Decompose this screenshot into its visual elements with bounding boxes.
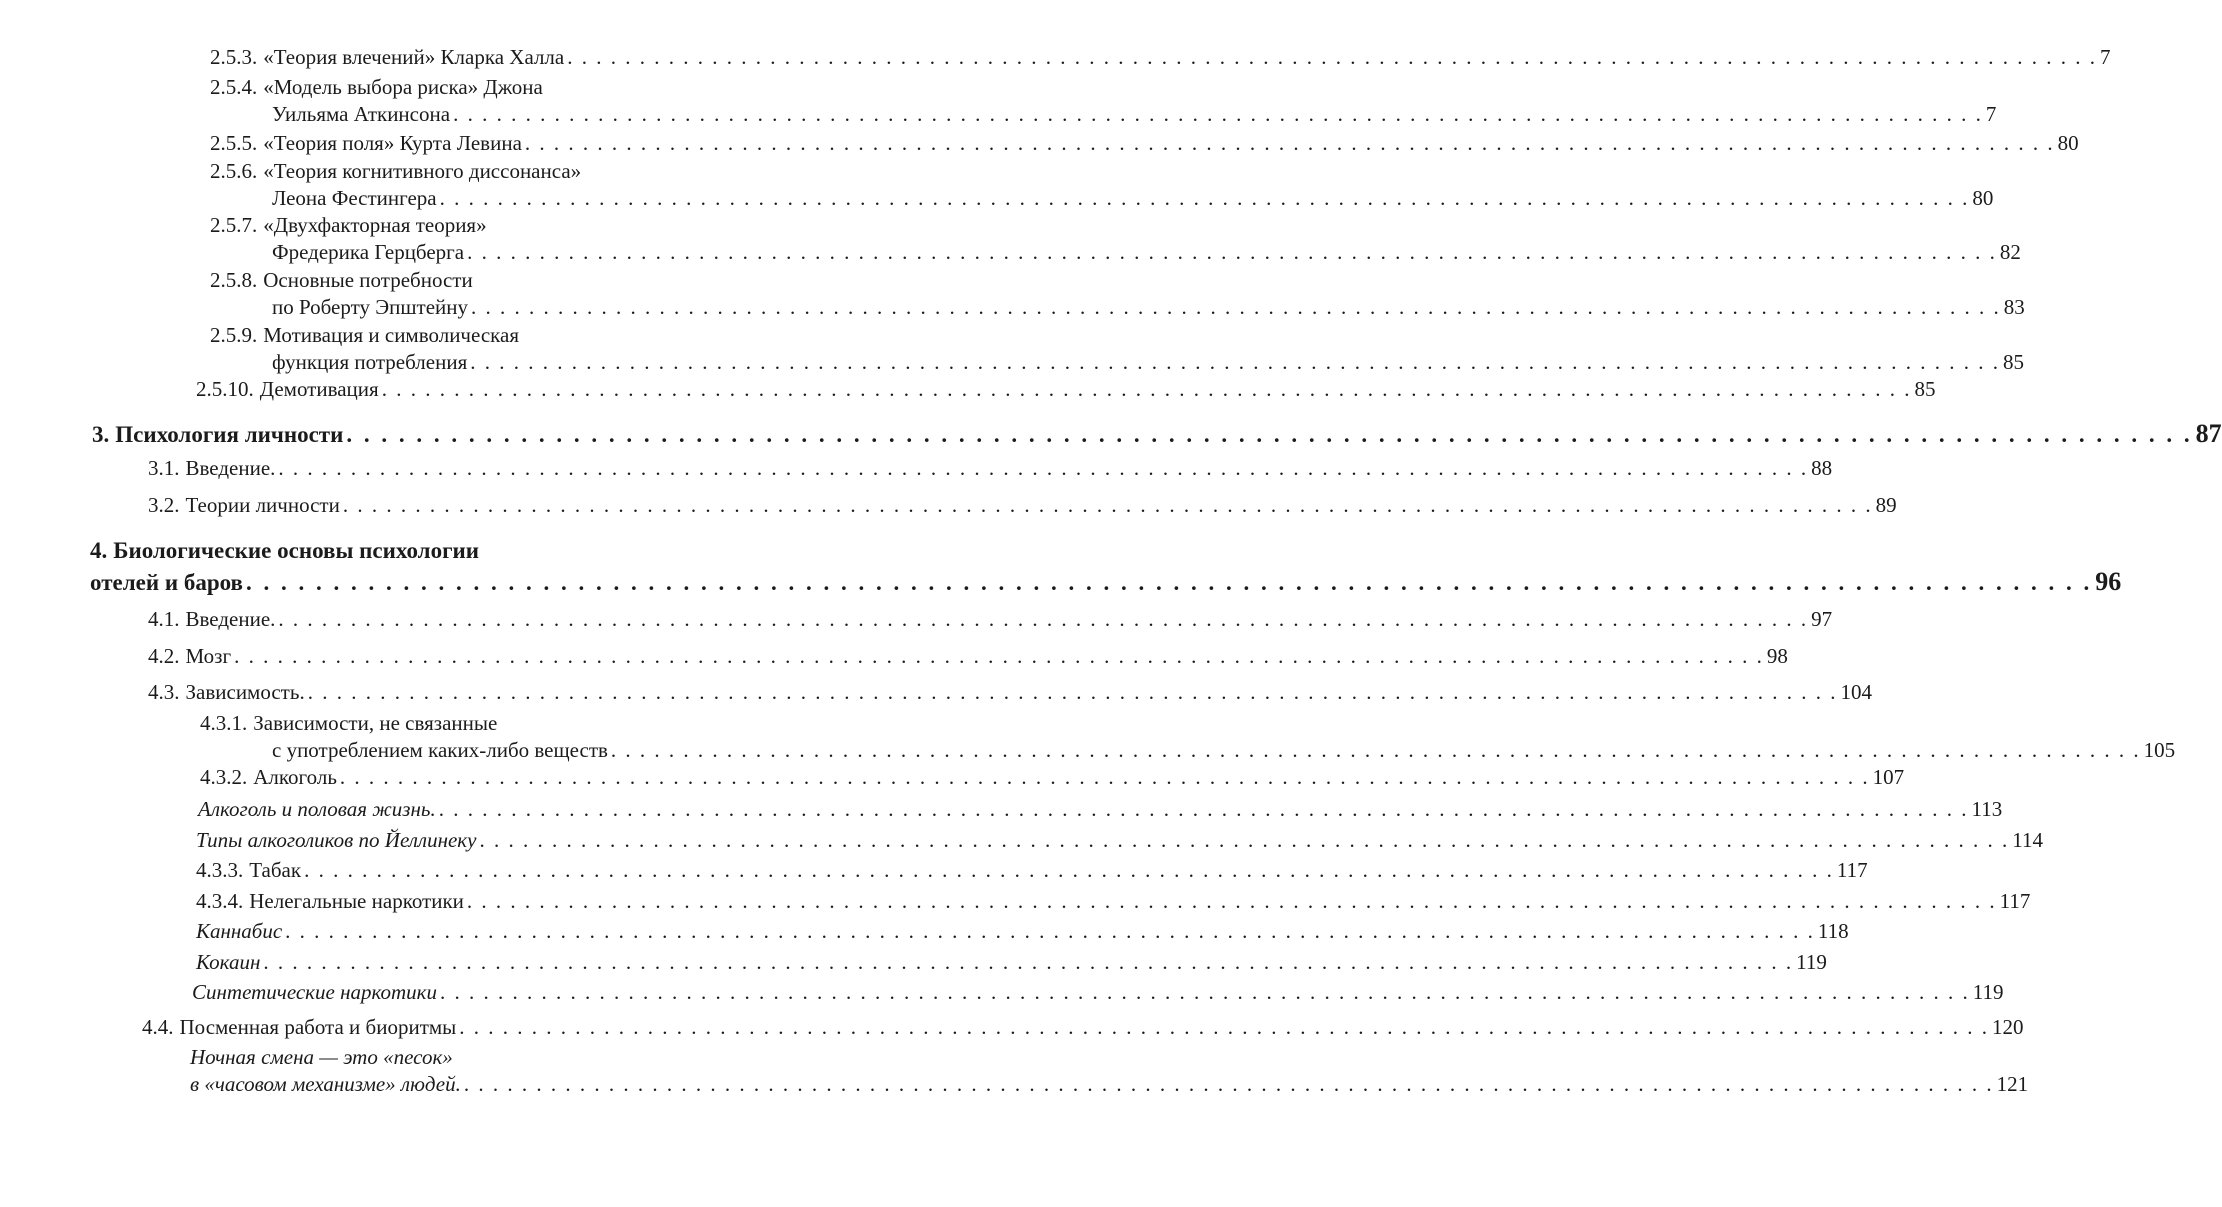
toc-entry[interactable] <box>148 606 1833 633</box>
toc-entry-title: Мотивация и символическая <box>263 323 520 347</box>
toc-entry-title: «Двухфакторная теория» <box>263 213 487 237</box>
dot-leader <box>382 376 1912 403</box>
toc-entry-page: 107 <box>1872 765 1905 789</box>
toc-entry-page: 96 <box>2095 567 2122 596</box>
toc-entry-title: Основные потребности <box>263 268 473 292</box>
dot-leader <box>467 239 1997 266</box>
toc-entry-title-continuation: отелей и баров <box>90 570 243 595</box>
toc-chapter-entry[interactable] <box>92 419 2222 448</box>
dot-leader <box>470 349 2000 376</box>
toc-entry-title: Психология личности <box>115 422 344 447</box>
toc-entry[interactable] <box>196 949 1827 976</box>
toc-entry-title: «Теория влечений» Кларка Халла <box>263 45 565 69</box>
toc-entry-page: 98 <box>1766 644 1788 668</box>
toc-entry[interactable] <box>200 710 2176 764</box>
toc-entry[interactable] <box>196 888 2031 915</box>
toc-entry-number: 2.5.10. <box>196 377 254 401</box>
toc-entry[interactable] <box>196 827 2043 854</box>
dot-leader <box>278 455 1808 482</box>
dot-leader <box>304 857 1834 884</box>
toc-entry-title-continuation: в «часовом механизме» людей. <box>190 1072 461 1096</box>
toc-entry-page: 113 <box>1971 797 2003 821</box>
toc-entry-number: 4.3.3. <box>196 858 244 882</box>
toc-entry-page: 89 <box>1875 493 1897 517</box>
toc-entry[interactable] <box>210 74 1997 128</box>
toc-entry[interactable] <box>196 918 1849 945</box>
toc-entry-title: Зависимости, не связанные <box>253 711 498 735</box>
toc-entry-title: Нелегальные наркотики <box>249 889 464 913</box>
toc-entry-title: Введение. <box>185 456 276 480</box>
toc-entry-title-continuation: Леона Фестингера <box>272 186 437 210</box>
dot-leader <box>278 606 1808 633</box>
toc-entry-page: 83 <box>2003 295 2025 319</box>
toc-entry-number: 4.3.4. <box>196 889 244 913</box>
toc-entry[interactable] <box>210 267 2025 321</box>
toc-entry-title: «Теория когнитивного диссонанса» <box>263 159 582 183</box>
toc-entry-page: 88 <box>1811 456 1833 480</box>
toc-entry-title-continuation: Уильяма Аткинсона <box>272 102 451 126</box>
toc-entry[interactable] <box>210 44 2111 71</box>
toc-entry-title: Кокаин <box>196 950 261 974</box>
toc-entry-title-continuation: Фредерика Герцберга <box>272 240 465 264</box>
toc-entry-page: 87 <box>2195 419 2222 448</box>
toc-entry-title: Биологические основы психологии <box>113 538 480 563</box>
toc-entry-page: 114 <box>2012 828 2043 852</box>
toc-entry[interactable] <box>148 492 1897 519</box>
toc-chapter-entry[interactable] <box>90 537 2122 596</box>
dot-leader <box>440 185 1970 212</box>
dot-leader <box>464 1071 1994 1098</box>
toc-entry-number: 3. <box>92 422 110 447</box>
toc-entry-title: Теории личности <box>185 493 340 517</box>
toc-entry-number: 2.5.4. <box>210 75 258 99</box>
dot-leader <box>525 130 2055 157</box>
toc-entry-number: 2.5.3. <box>210 45 258 69</box>
toc-entry-number: 2.5.6. <box>210 159 258 183</box>
toc-entry-number: 2.5.8. <box>210 268 258 292</box>
toc-entry-title: Алкоголь <box>253 765 337 789</box>
toc-entry-number: 4.4. <box>142 1015 174 1039</box>
dot-leader <box>567 44 2097 71</box>
toc-entry-title-continuation: по Роберту Эпштейну <box>272 295 468 319</box>
toc-entry-page: 80 <box>2057 131 2079 155</box>
toc-entry-title: Типы алкоголиков по Йеллинеку <box>196 828 477 852</box>
toc-entry-page: 117 <box>1836 858 1868 882</box>
toc-entry-page: 118 <box>1817 919 1849 943</box>
toc-entry[interactable] <box>148 455 1833 482</box>
toc-entry-page: 85 <box>2002 350 2024 374</box>
toc-entry-number: 4.1. <box>148 607 180 631</box>
toc-entry-page: 105 <box>2143 738 2176 762</box>
toc-entry[interactable] <box>200 764 1905 791</box>
toc-entry-title-continuation: функция потребления <box>272 350 468 374</box>
toc-entry-page: 97 <box>1811 607 1833 631</box>
toc-entry-title: «Теория поля» Курта Левина <box>263 131 522 155</box>
toc-entry-number: 4.3.2. <box>200 765 248 789</box>
toc-entry-title: Ночная смена — это «песок» <box>190 1045 453 1069</box>
dot-leader <box>263 949 1793 976</box>
toc-entry[interactable] <box>198 796 2003 823</box>
dot-leader <box>453 101 1983 128</box>
toc-entry-number: 4. <box>90 538 108 563</box>
toc-entry-page: 119 <box>1972 980 2004 1004</box>
dot-leader <box>440 979 1970 1006</box>
toc-entry-title: Алкоголь и половая жизнь. <box>198 797 436 821</box>
toc-entry-page: 120 <box>1992 1015 2024 1039</box>
toc-entry-page: 121 <box>1996 1072 2029 1096</box>
toc-entry-number: 2.5.9. <box>210 323 258 347</box>
toc-entry-title: Мозг <box>185 644 232 668</box>
toc-entry-page: 7 <box>2099 45 2111 69</box>
dot-leader <box>234 643 1764 670</box>
toc-entry-title: Каннабис <box>196 919 283 943</box>
toc-entry-title: Введение. <box>185 607 276 631</box>
toc-entry-title: «Модель выбора риска» Джона <box>263 75 543 99</box>
toc-entry-number: 3.2. <box>148 493 180 517</box>
toc-entry-title: Зависимость. <box>185 680 305 704</box>
toc-entry[interactable] <box>210 212 2021 266</box>
toc-entry[interactable] <box>210 158 1994 212</box>
toc-entry[interactable] <box>148 643 1788 670</box>
toc-entry-page: 85 <box>1914 377 1936 401</box>
toc-entry-number: 4.3. <box>148 680 180 704</box>
toc-entry[interactable] <box>192 979 2004 1006</box>
toc-entry-title: Демотивация <box>259 377 379 401</box>
toc-entry[interactable] <box>196 376 1936 403</box>
dot-leader <box>479 827 2009 854</box>
toc-entry[interactable] <box>210 130 2079 157</box>
toc-entry-number: 2.5.7. <box>210 213 258 237</box>
toc-entry[interactable] <box>148 679 1872 706</box>
dot-leader <box>471 294 2001 321</box>
toc-entry-number: 3.1. <box>148 456 180 480</box>
dot-leader <box>340 764 1870 791</box>
dot-leader <box>246 569 2092 596</box>
toc-entry[interactable] <box>196 857 1868 884</box>
toc-entry-title: Табак <box>249 858 302 882</box>
toc-entry[interactable] <box>142 1014 2024 1041</box>
toc-entry-page: 7 <box>1985 102 1997 126</box>
toc-entry-title: Посменная работа и биоритмы <box>179 1015 457 1039</box>
toc-entry-page: 119 <box>1796 950 1827 974</box>
dot-leader <box>611 737 2141 764</box>
dot-leader <box>346 421 2192 448</box>
toc-entry-page: 80 <box>1972 186 1994 210</box>
dot-leader <box>343 492 1873 519</box>
toc-entry[interactable] <box>190 1044 2029 1098</box>
toc-entry-number: 4.3.1. <box>200 711 248 735</box>
toc-entry-number: 2.5.5. <box>210 131 258 155</box>
dot-leader <box>459 1014 1989 1041</box>
dot-leader <box>308 679 1838 706</box>
toc-entry-page: 82 <box>1999 240 2021 264</box>
toc-entry-page: 104 <box>1840 680 1872 704</box>
toc-entry-title-continuation: с употреблением каких-либо веществ <box>272 738 608 762</box>
dot-leader <box>467 888 1997 915</box>
toc-entry-number: 4.2. <box>148 644 180 668</box>
toc-entry-page: 117 <box>1999 889 2031 913</box>
toc-entry-title: Синтетические наркотики <box>192 980 438 1004</box>
toc-entry[interactable] <box>210 322 2024 376</box>
dot-leader <box>285 918 1815 945</box>
dot-leader <box>439 796 1969 823</box>
